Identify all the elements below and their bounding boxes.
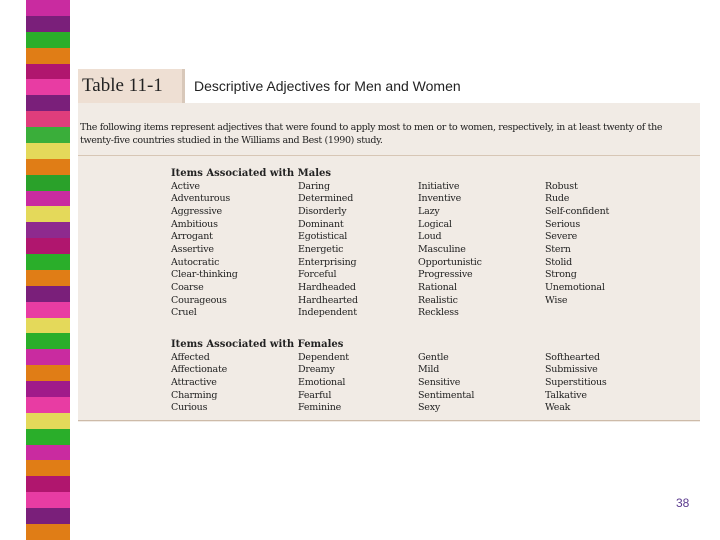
stripe-segment	[26, 270, 70, 286]
adjective-cell: Sensitive	[418, 377, 461, 389]
adjective-cell: Masculine	[418, 244, 466, 255]
stripe-segment	[26, 79, 70, 95]
stripe-segment	[26, 222, 70, 238]
adjective-cell: Daring	[298, 180, 330, 192]
males-heading: Items Associated with Males	[171, 168, 331, 179]
adjective-cell: Opportunistic	[418, 256, 482, 268]
adjective-cell: Determined	[298, 193, 354, 205]
stripe-segment	[26, 206, 70, 222]
stripe-segment	[26, 286, 70, 302]
stripe-segment	[26, 191, 70, 207]
adjective-cell: Rude	[545, 193, 570, 205]
stripe-segment	[26, 48, 70, 64]
title-separator	[182, 69, 185, 103]
adjective-cell: Curious	[171, 402, 208, 414]
adjective-cell: Mild	[418, 364, 440, 376]
stripe-segment	[26, 413, 70, 429]
males-section	[171, 168, 691, 320]
adjective-cell: Ambitious	[171, 218, 218, 230]
adjective-cell: Affected	[171, 351, 210, 363]
adjective-cell: Serious	[545, 218, 581, 230]
adjective-cell: Coarse	[171, 281, 204, 293]
stripe-segment	[26, 64, 70, 80]
stripe-segment	[26, 381, 70, 397]
adjective-cell: Talkative	[545, 389, 587, 401]
stripe-segment	[26, 95, 70, 111]
stripe-segment	[26, 0, 70, 16]
adjective-cell: Feminine	[298, 402, 342, 414]
stripe-segment	[26, 238, 70, 254]
females-heading: Items Associated with Females	[171, 339, 344, 350]
adjective-cell: Strong	[545, 269, 577, 281]
adjective-cell: Hardhearted	[298, 294, 358, 306]
table-number: Table 11-1	[78, 69, 182, 103]
bottom-divider	[78, 420, 700, 421]
stripe-segment	[26, 508, 70, 524]
adjective-cell: Robust	[545, 180, 578, 192]
adjective-cell: Charming	[171, 389, 218, 401]
adjective-cell: Sexy	[418, 402, 441, 414]
table-title-bar	[78, 67, 700, 103]
table-title: Descriptive Adjectives for Men and Women	[194, 78, 461, 94]
adjective-cell: Stolid	[545, 256, 573, 268]
stripe-segment	[26, 159, 70, 175]
males-grid	[171, 181, 691, 320]
stripe-segment	[26, 254, 70, 270]
adjective-cell: Affectionate	[171, 364, 228, 376]
adjective-cell: Initiative	[418, 180, 460, 192]
adjective-cell: Dominant	[298, 218, 344, 230]
table-panel	[78, 67, 700, 422]
stripe-segment	[26, 365, 70, 381]
adjective-cell: Superstitious	[545, 377, 607, 389]
adjective-cell	[545, 307, 665, 320]
adjective-cell: Wise	[545, 294, 568, 306]
adjective-cell: Loud	[418, 231, 442, 243]
adjective-cell: Inventive	[418, 193, 462, 205]
adjective-cell: Clear-thinking	[171, 269, 238, 281]
adjective-cell: Unemotional	[545, 281, 605, 293]
adjective-cell: Gentle	[418, 351, 449, 363]
stripe-segment	[26, 333, 70, 349]
intro-divider	[78, 155, 700, 156]
adjective-cell: Energetic	[298, 244, 344, 255]
adjective-cell: Arrogant	[171, 231, 213, 243]
adjective-cell: Courageous	[171, 294, 227, 306]
stripe-segment	[26, 524, 70, 540]
stripe-segment	[26, 476, 70, 492]
adjective-cell: Reckless	[418, 307, 459, 319]
stripe-segment	[26, 302, 70, 318]
stripe-segment	[26, 397, 70, 413]
stripe-segment	[26, 143, 70, 159]
stripe-segment	[26, 492, 70, 508]
stripe-segment	[26, 127, 70, 143]
adjective-cell: Disorderly	[298, 206, 347, 218]
adjective-cell: Adventurous	[171, 193, 231, 205]
stripe-segment	[26, 445, 70, 461]
stripe-segment	[26, 318, 70, 334]
adjective-cell: Aggressive	[171, 206, 222, 218]
adjective-cell: Attractive	[171, 377, 217, 389]
adjective-cell: Progressive	[418, 269, 473, 281]
adjective-cell: Autocratic	[171, 256, 220, 268]
adjective-cell: Dependent	[298, 351, 349, 363]
stripe-segment	[26, 32, 70, 48]
adjective-cell: Submissive	[545, 364, 598, 376]
adjective-cell: Forceful	[298, 269, 337, 281]
adjective-cell: Lazy	[418, 206, 440, 218]
adjective-cell: Active	[171, 180, 200, 192]
table-intro: The following items represent adjectives that were found to apply most to men or to women, respectively, in at least twenty of the twenty-five countries studied in the Williams and Best (1990) study.	[80, 122, 663, 146]
slide-number: 38	[676, 496, 690, 510]
adjective-cell: Rational	[418, 281, 457, 293]
stripe-segment	[26, 429, 70, 445]
adjective-cell: Realistic	[418, 294, 458, 306]
adjective-cell: Self-confident	[545, 206, 610, 218]
adjective-cell: Softhearted	[545, 351, 600, 363]
females-grid	[171, 352, 691, 415]
stripe-segment	[26, 111, 70, 127]
adjective-cell: Fearful	[298, 389, 332, 401]
adjective-cell: Cruel	[171, 307, 197, 319]
females-section	[171, 339, 691, 415]
adjective-cell: Emotional	[298, 377, 346, 389]
adjective-cell: Assertive	[171, 244, 214, 255]
adjective-cell: Enterprising	[298, 256, 357, 268]
stripe-segment	[26, 16, 70, 32]
adjective-cell: Stern	[545, 244, 571, 255]
adjective-cell: Dreamy	[298, 364, 335, 376]
adjective-cell: Logical	[418, 218, 452, 230]
stripe-segment	[26, 175, 70, 191]
stripe-segment	[26, 460, 70, 476]
adjective-cell: Weak	[545, 402, 571, 414]
adjective-cell: Severe	[545, 231, 578, 243]
stripe-segment	[26, 349, 70, 365]
adjective-cell: Hardheaded	[298, 281, 356, 293]
decorative-stripe	[26, 0, 70, 540]
adjective-cell: Independent	[298, 307, 357, 319]
adjective-cell: Egotistical	[298, 231, 348, 243]
adjective-cell: Sentimental	[418, 389, 475, 401]
